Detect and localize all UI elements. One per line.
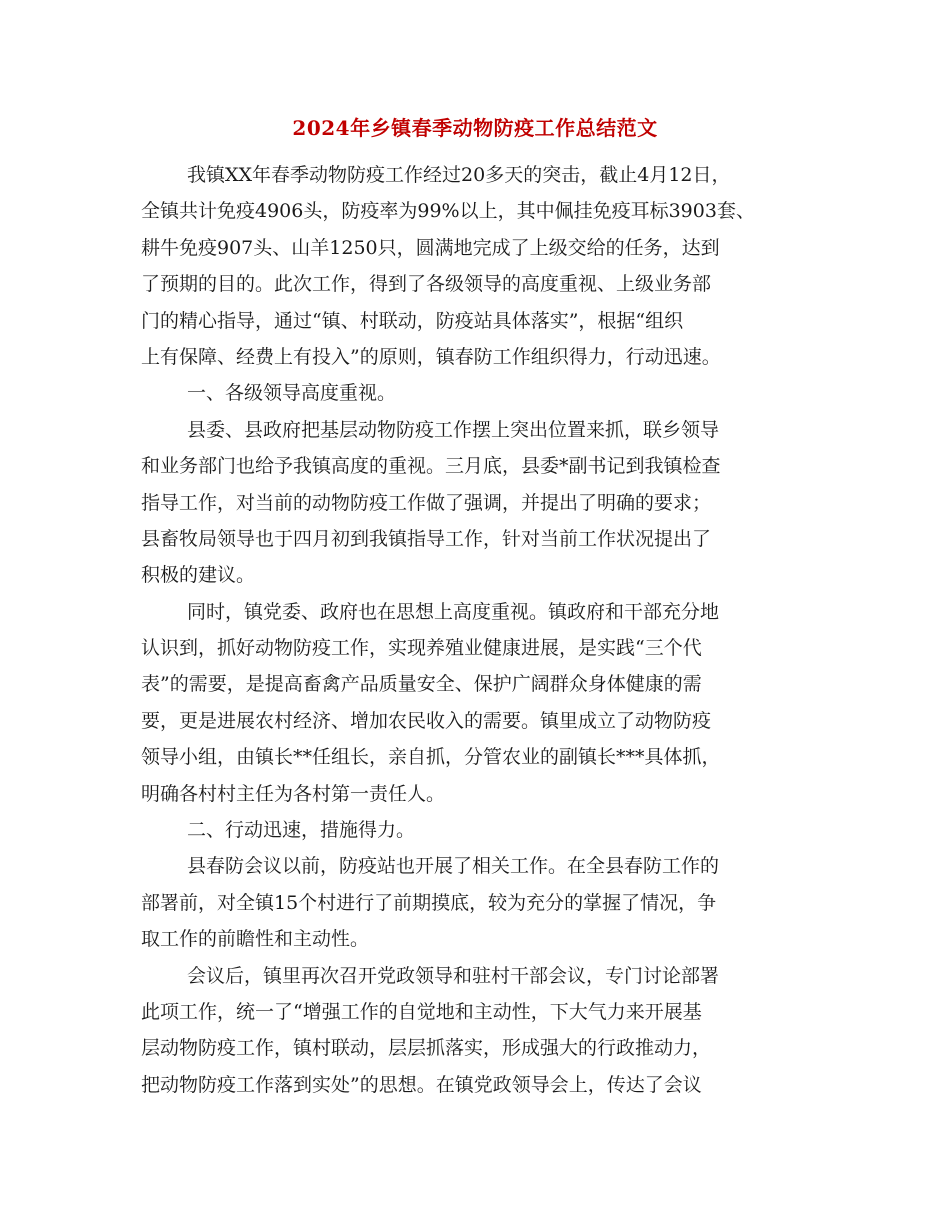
text-line: 指导工作，对当前的动物防疫工作做了强调，并提出了明确的要求； — [141, 491, 712, 514]
text-line: 一、各级领导高度重视。 — [187, 382, 397, 405]
text-line: 和业务部门也给予我镇高度的重视。三月底，县委*副书记到我镇检查 — [141, 455, 721, 478]
text-line: 了预期的目的。此次工作，得到了各级领导的高度重视、上级业务部 — [141, 273, 712, 296]
document-body — [141, 157, 821, 1103]
text-line: 会议后，镇里再次召开党政领导和驻村干部会议，专门讨论部署 — [187, 964, 720, 987]
text-line: 积极的建议。 — [141, 564, 256, 587]
text-line: 县畜牧局领导也于四月初到我镇指导工作，针对当前工作状况提出了 — [141, 527, 712, 550]
text-line: 二、行动迅速，措施得力。 — [187, 819, 416, 842]
text-line: 同时，镇党委、政府也在思想上高度重视。镇政府和干部充分地 — [187, 600, 720, 623]
text-line: 把动物防疫工作落到实处”的思想。在镇党政领导会上，传达了会议 — [141, 1073, 702, 1096]
text-line: 我镇XX年春季动物防疫工作经过20多天的突击，截止4月12日， — [187, 164, 731, 186]
text-line: 认识到，抓好动物防疫工作，实现养殖业健康进展，是实践“三个代 — [141, 637, 702, 660]
text-line: 全镇共计免疫4906头，防疫率为99%以上，其中佩挂免疫耳标3903套、 — [141, 200, 755, 223]
text-line: 门的精心指导，通过“镇、村联动，防疫站具体落实”，根据“组织 — [141, 309, 684, 332]
text-line: 县春防会议以前，防疫站也开展了相关工作。在全县春防工作的 — [187, 855, 720, 878]
document-title: 2024年乡镇春季动物防疫工作总结范文 — [292, 116, 658, 140]
text-line: 明确各村村主任为各村第一责任人。 — [141, 782, 446, 805]
text-line: 表”的需要，是提高畜禽产品质量安全、保护广阔群众身体健康的需 — [141, 673, 702, 696]
text-line: 耕牛免疫907头、山羊1250只，圆满地完成了上级交给的任务，达到 — [141, 236, 720, 259]
text-line: 领导小组，由镇长**任组长，亲自抓，分管农业的副镇长***具体抓， — [141, 746, 721, 769]
text-line: 取工作的前瞻性和主动性。 — [141, 928, 370, 951]
text-line: 此项工作，统一了“增强工作的自觉地和主动性，下大气力来开展基 — [141, 1000, 702, 1023]
text-line: 县委、县政府把基层动物防疫工作摆上突出位置来抓，联乡领导 — [187, 418, 720, 441]
text-line: 层动物防疫工作，镇村联动，层层抓落实，形成强大的行政推动力， — [141, 1037, 712, 1060]
text-line: 上有保障、经费上有投入”的原则，镇春防工作组织得力，行动迅速。 — [141, 345, 721, 368]
text-line: 要，更是进展农村经济、增加农民收入的需要。镇里成立了动物防疫 — [141, 709, 712, 732]
text-line: 部署前，对全镇15个村进行了前期摸底，较为充分的掌握了情况，争 — [141, 891, 717, 914]
